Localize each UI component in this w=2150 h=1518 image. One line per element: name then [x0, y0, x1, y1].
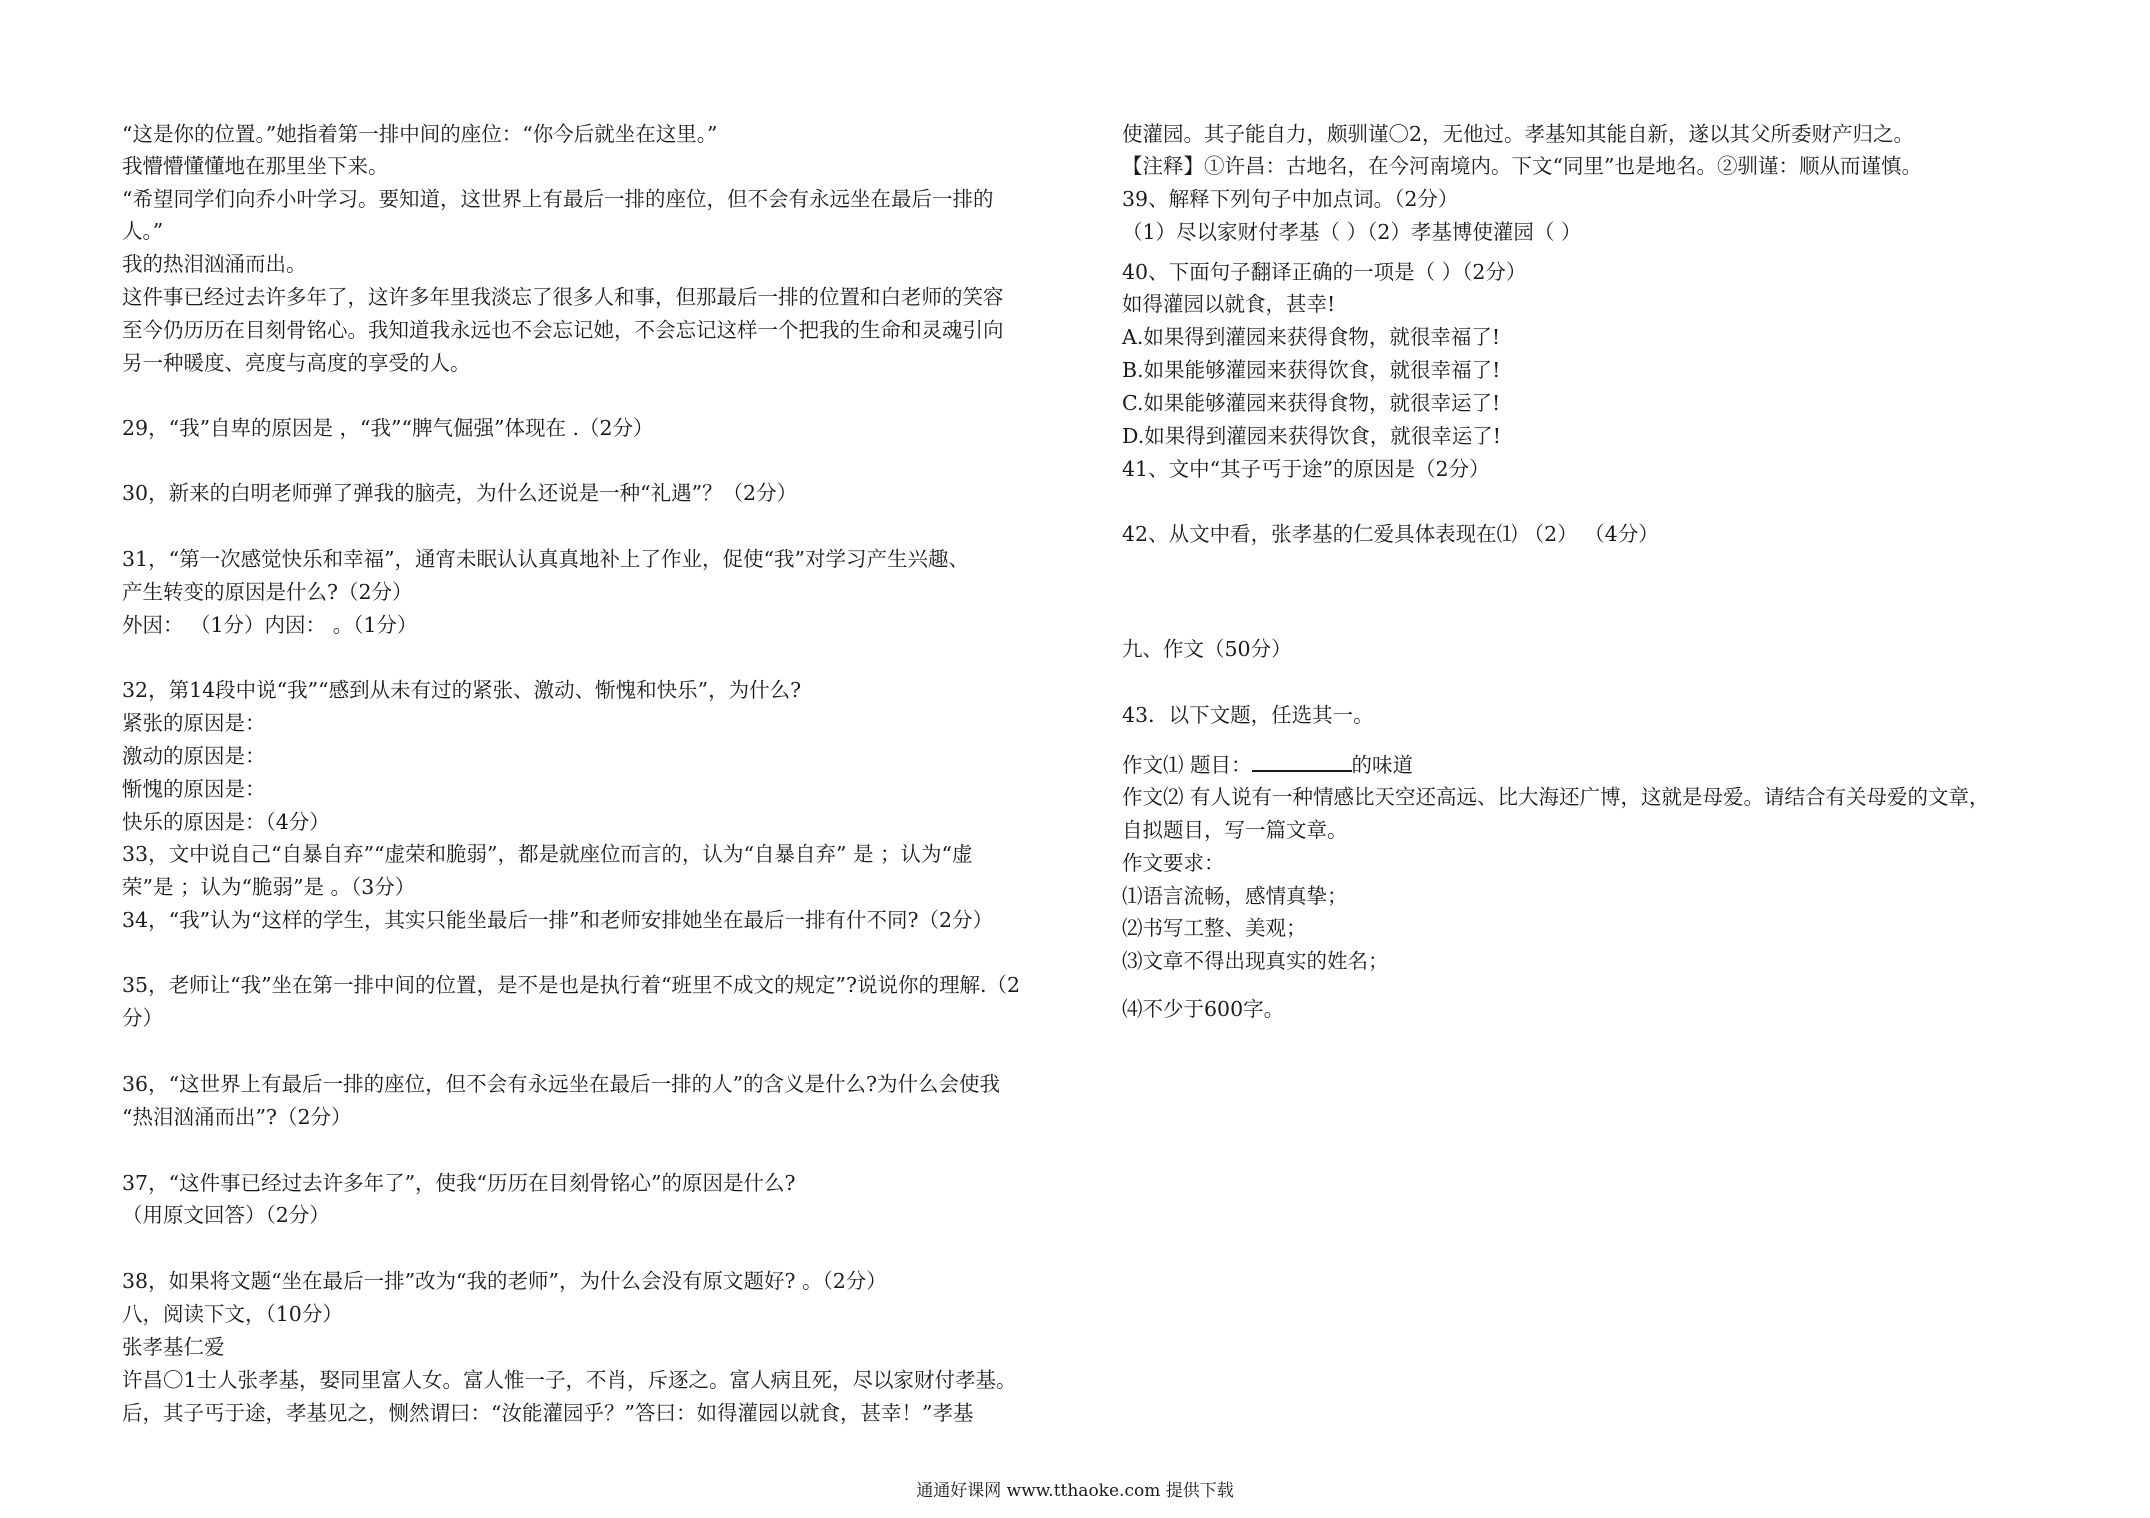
essay-option-2: 作文⑵ 有人说有一种情感比天空还高远、比大海还广博，这就是母爱。请结合有关母爱的文章， [1122, 785, 1990, 809]
question-35: 35，老师让“我”坐在第一排中间的位置，是不是也是执行着“班里不成文的规定”?说说你的理解.（2 [122, 973, 1021, 997]
question-42: 42、从文中看，张孝基的仁爱具体表现在⑴ （2） （4分） [1122, 522, 1659, 546]
question-32: 32，第14段中说“我”“感到从未有过的紧张、激动、惭愧和快乐”，为什么? [122, 678, 802, 702]
question-39: 39、解释下列句子中加点词。（2分） [1122, 187, 1459, 211]
question-34: 34，“我”认为“这样的学生，其实只能坐最后一排”和老师安排她坐在最后一排有什不同?（2分） [122, 908, 994, 932]
text-line: 至今仍历历在目刻骨铭心。我知道我永远也不会忘记她，不会忘记这样一个把我的生命和灵魂引向 [122, 318, 1004, 342]
question-37: 37，“这件事已经过去许多年了”，使我“历历在目刻骨铭心”的原因是什么? [122, 1171, 796, 1195]
annotation: 【注释】①许昌：古地名，在今河南境内。下文“同里”也是地名。②驯谨：顺从而谨慎。 [1122, 154, 1922, 178]
question-31: 31，“第一次感觉快乐和幸福”，通宵未眠认认真真地补上了作业，促使“我”对学习产生兴趣、 [122, 547, 970, 571]
question-29: 29，“我”自卑的原因是 ，“我”“脾气倔强”体现在 .（2分） [122, 416, 654, 440]
text-line: 外因： （1分）内因： 。（1分） [122, 613, 418, 637]
text-line: 这件事已经过去许多年了，这许多年里我淡忘了很多人和事，但那最后一排的位置和白老师的笑容 [122, 285, 1004, 309]
question-43: 43．以下文题，任选其一。 [1122, 703, 1374, 727]
question-40: 40、下面句子翻译正确的一项是（ ）（2分） [1122, 260, 1527, 284]
text-line: 我懵懵懂懂地在那里坐下来。 [122, 154, 389, 178]
requirement-item: ⑴语言流畅，感情真挚； [1122, 884, 1348, 908]
text-line: 激动的原因是： [122, 744, 266, 768]
text-line: “热泪汹涌而出”?（2分） [122, 1105, 352, 1129]
essay-option-1: 作文⑴ 题目： 的味道 [1122, 750, 1413, 779]
text-line: 我的热泪汹涌而出。 [122, 252, 307, 276]
option-b: B.如果能够灌园来获得饮食，就很幸福了! [1122, 358, 1501, 382]
requirement-item: ⑷不少于600字。 [1122, 997, 1285, 1021]
fill-blank [1252, 750, 1352, 772]
question-39-items: （1）尽以家财付孝基（ ）（2）孝基博使灌园（ ） [1122, 220, 1582, 244]
passage-line: 后，其子丐于途，孝基见之，恻然谓曰：“汝能灌园乎？”答曰：如得灌园以就食，甚幸！”孝基 [122, 1401, 974, 1425]
option-c: C.如果能够灌园来获得食物，就很幸运了! [1122, 391, 1501, 415]
question-41: 41、文中“其子丐于途”的原因是（2分） [1122, 457, 1490, 481]
text-line: “希望同学们向乔小叶学习。要知道，这世界上有最后一排的座位，但不会有永远坐在最后一排的 [122, 187, 994, 211]
option-a: A.如果得到灌园来获得食物，就很幸福了! [1122, 325, 1501, 349]
text-line: 另一种暖度、亮度与高度的享受的人。 [122, 351, 471, 375]
requirement-item: ⑵书写工整、美观； [1122, 916, 1307, 940]
page-footer: 通通好课网 www.tthaoke.com 提供下载 [916, 1481, 1234, 1501]
text-line: 紧张的原因是： [122, 711, 266, 735]
text-line: 快乐的原因是：（4分） [122, 810, 330, 834]
text-line: 如得灌园以就食，甚幸! [1122, 292, 1336, 316]
section-heading: 九、作文（50分） [1122, 637, 1292, 661]
question-33: 33，文中说自己“自暴自弃”“虚荣和脆弱”，都是就座位而言的，认为“自暴自弃” 是 ；认为“虚 [122, 842, 973, 866]
text-line: “这是你的位置。”她指着第一排中间的座位：“你今后就坐在这里。” [122, 122, 718, 146]
passage-line: 许昌〇1士人张孝基，娶同里富人女。富人惟一子，不肖，斥逐之。富人病且死，尽以家财付孝基。 [122, 1368, 1017, 1392]
text-line: （用原文回答）（2分） [122, 1203, 330, 1227]
passage-title: 张孝基仁爱 [122, 1335, 225, 1359]
passage-line: 使灌园。其子能自力，颇驯谨〇2，无他过。孝基知其能自新，遂以其父所委财产归之。 [1122, 122, 1915, 146]
question-38: 38，如果将文题“坐在最后一排”改为“我的老师”，为什么会没有原文题好? 。（2分） [122, 1269, 887, 1293]
text-line: 惭愧的原因是： [122, 777, 266, 801]
question-30: 30，新来的白明老师弹了弹我的脑壳，为什么还说是一种“礼遇”？（2分） [122, 481, 798, 505]
requirement-item: ⑶文章不得出现真实的姓名； [1122, 949, 1389, 973]
option-d: D.如果得到灌园来获得饮食，就很幸运了! [1122, 424, 1501, 448]
text-line: 分） [122, 1006, 163, 1030]
section-heading: 八，阅读下文，（10分） [122, 1302, 343, 1326]
essay-requirements: 作文要求： [1122, 851, 1225, 875]
question-36: 36，“这世界上有最后一排的座位，但不会有永远坐在最后一排的人”的含义是什么?为什么会使我 [122, 1072, 1001, 1096]
text-line: 自拟题目，写一篇文章。 [1122, 818, 1348, 842]
text-line: 产生转变的原因是什么?（2分） [122, 580, 413, 604]
text-line: 荣”是 ；认为“脆弱”是 。（3分） [122, 875, 416, 899]
text-line: 人。” [122, 219, 164, 243]
